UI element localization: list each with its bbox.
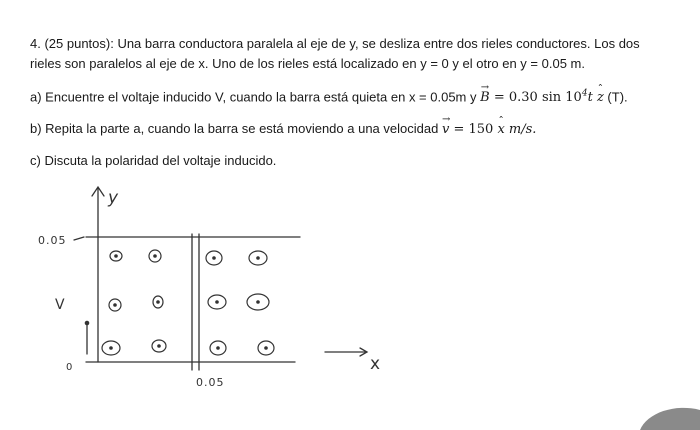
part-b-unit: m/s. — [508, 122, 537, 138]
terminal-dot — [85, 321, 90, 326]
field-dot-icon — [208, 295, 226, 309]
field-dot-icon — [258, 341, 274, 355]
y-axis-label: y — [108, 188, 119, 208]
field-dot-icon — [149, 250, 161, 262]
part-a-unit: (T). — [607, 89, 628, 105]
field-dot-icon — [109, 299, 121, 311]
part-b-eq-value: = 150 — [453, 122, 494, 138]
part-a-exponent: 4 — [581, 89, 588, 99]
z-unit-vector: ˆ z — [597, 88, 604, 108]
b-field-symbol: → B — [480, 88, 490, 108]
rail-top-label: 0.05 — [38, 234, 67, 247]
rail-top-tick — [74, 237, 84, 240]
origin-label: 0 — [66, 362, 73, 373]
field-dot-icon — [247, 294, 269, 310]
field-dot-icon — [153, 296, 163, 308]
corner-badge — [620, 400, 700, 430]
field-dot-icon — [110, 251, 122, 261]
part-a-eq-value: = 0.30 sin 10 — [493, 90, 582, 106]
x-axis-label: x — [370, 354, 381, 374]
x-unit-vector: ˆ x — [497, 120, 504, 140]
bar-position-label: 0.05 — [196, 376, 225, 389]
part-b-text: b) Repita la parte a, cuando la barra se está moviendo a una velocidad — [30, 121, 439, 137]
part-a-t: t — [587, 90, 593, 106]
field-dot-icon — [210, 341, 226, 355]
part-c: c) Discuta la polaridad del voltaje inducido. — [30, 153, 277, 169]
field-dot-icon — [249, 251, 267, 265]
field-dot-icon — [152, 340, 166, 352]
field-dot-icon — [102, 341, 120, 355]
voltage-label: V — [55, 297, 65, 313]
velocity-symbol: → v — [442, 120, 449, 140]
part-a-text: a) Encuentre el voltaje inducido V, cuando la barra está quieta en x = 0.05m y — [30, 89, 477, 105]
field-dot-icon — [206, 251, 222, 265]
problem-intro: 4. (25 puntos): Una barra conductora paralela al eje de y, se desliza entre dos rieles conductores. Los dos rieles son paralelos al eje de x. Uno de los rieles está localizado en y = 0 y el otro en y = 0.05 m. — [30, 36, 640, 71]
